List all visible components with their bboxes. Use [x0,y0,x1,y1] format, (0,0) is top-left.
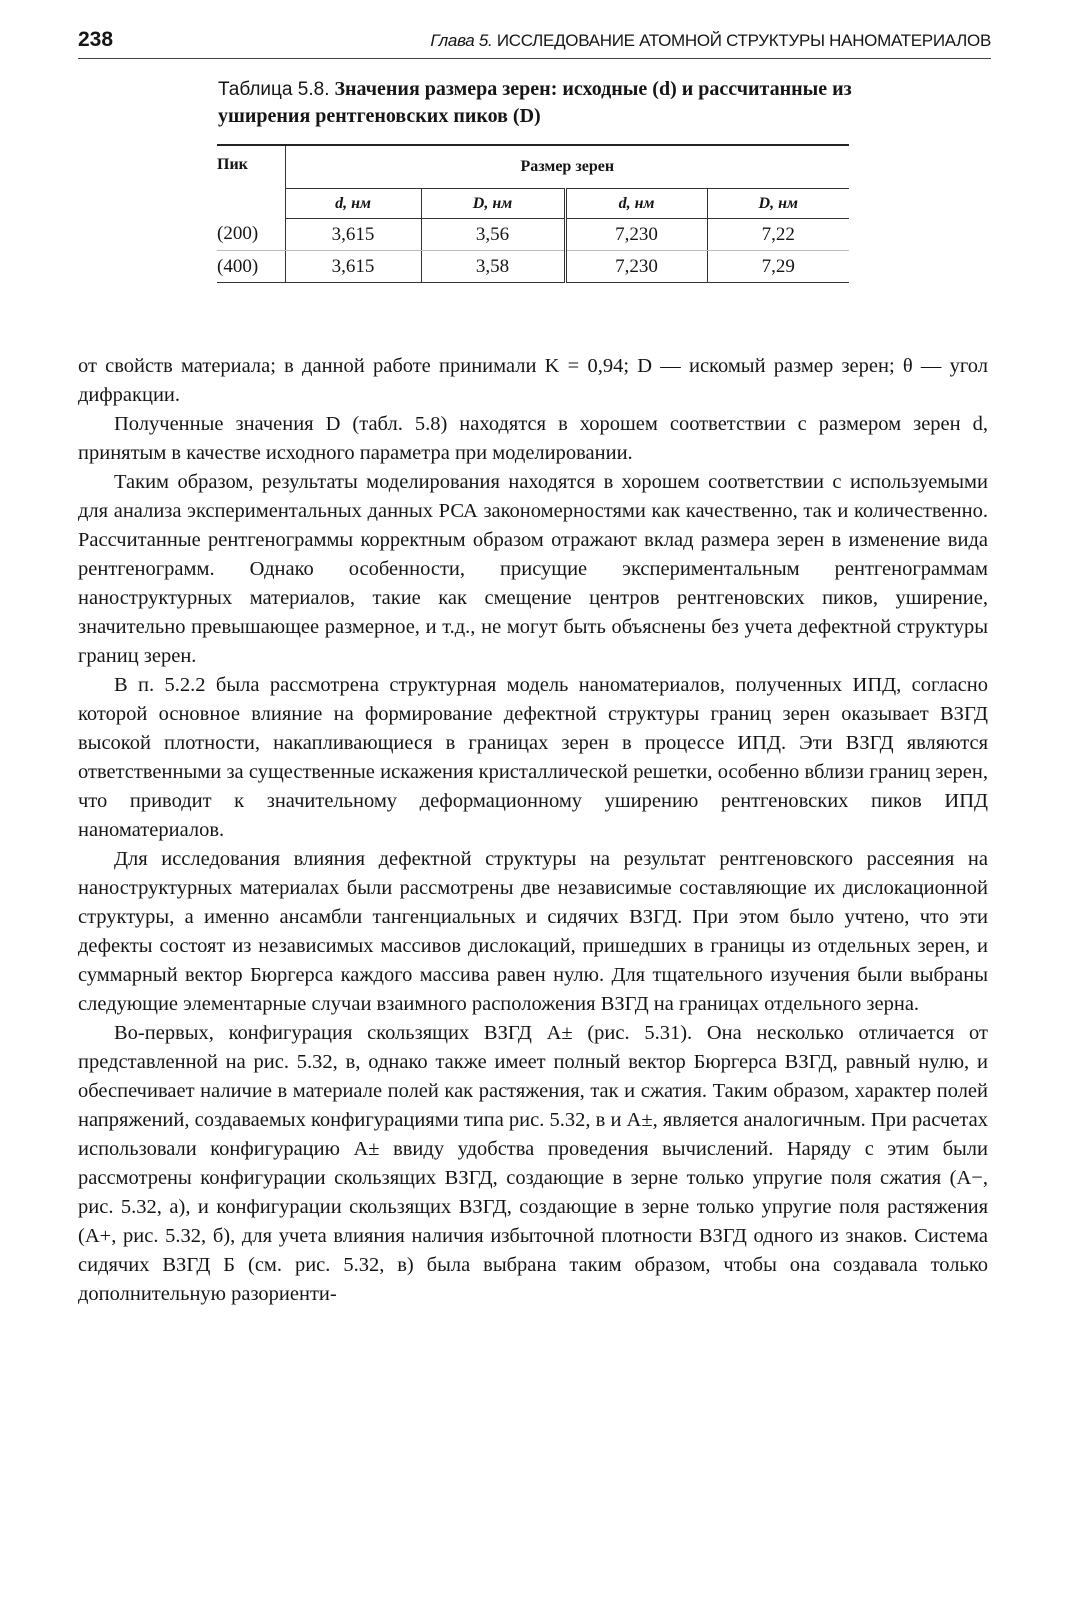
grain-size-table [217,144,849,283]
paragraph: В п. 5.2.2 была рассмотрена структурная модель наноматериалов, полученных ИПД, согласно которой основное влияние на формирование дефектной структуры границ зерен оказывает ВЗГД высокой плотности, накапливающиеся в границах зерен в процессе ИПД. Эти ВЗГД являются ответственными за существенные искажения кристаллической решетки, особенно вблизи границ зерен, что приводит к значительному деформационному уширению рентгеновских пиков ИПД наноматериалов. [78,674,988,841]
table-subheader-row [217,189,849,219]
table-label: Таблица 5.8. [218,79,330,100]
header-grain-size: Размер зерен [285,145,849,189]
table-cell: 3,58 [421,251,565,283]
header-peak: Пик [217,145,285,219]
row-peak: (400) [217,251,285,283]
running-title [430,31,991,51]
page-number: 238 [78,28,114,51]
table-cell: 7,29 [707,251,849,283]
table-cell: 7,230 [565,251,707,283]
chapter-label: Глава 5. [430,31,493,50]
subheader-d-1: d, нм [285,189,421,219]
table-title: Значения размера зерен: исходные (d) и рассчитанные из уширения рентгеновских пиков (D) [218,78,852,127]
table-row [217,251,849,283]
table-cell: 7,22 [707,219,849,251]
table-caption [218,76,858,129]
table-cell: 3,615 [285,219,421,251]
paragraph: от свойств материала; в данной работе принимали K = 0,94; D — искомый размер зерен; θ — угол дифракции. [78,355,988,406]
subheader-D-1: D, нм [421,189,565,219]
row-peak: (200) [217,219,285,251]
table-cell: 3,615 [285,251,421,283]
subheader-D-2: D, нм [707,189,849,219]
paragraph: Для исследования влияния дефектной структуры на результат рентгеновского рассеяния на наноструктурных материалах были рассмотрены две независимые составляющие их дислокационной структуры, а именно ансамбли тангенциальных и сидячих ВЗГД. При этом было учтено, что эти дефекты состоят из независимых массивов дислокаций, пришедших в границы из отдельных зерен, и суммарный вектор Бюргерса каждого массива равен нулю. Для тщательного изучения были выбраны следующие элементарные случаи взаимного расположения ВЗГД на границах отдельного зерна. [78,848,988,1015]
paragraph: Полученные значения D (табл. 5.8) находятся в хорошем соответствии с размером зерен d, принятым в качестве исходного параметра при моделировании. [78,413,988,464]
table-header-row [217,145,849,189]
subheader-d-2: d, нм [565,189,707,219]
chapter-title: ИССЛЕДОВАНИЕ АТОМНОЙ СТРУКТУРЫ НАНОМАТЕРИАЛОВ [496,31,991,50]
table-cell: 3,56 [421,219,565,251]
table-cell: 7,230 [565,219,707,251]
paragraph: Во-первых, конфигурация скользящих ВЗГД A± (рис. 5.31). Она несколько отличается от представленной на рис. 5.32, в, однако также имеет полный вектор Бюргерса ВЗГД, равный нулю, и обеспечивает наличие в материале полей как растяжения, так и сжатия. Таким образом, характер полей напряжений, создаваемых конфигурациями типа рис. 5.32, в и A±, является аналогичным. При расчетах использовали конфигурацию A± ввиду удобства проведения вычислений. Наряду с этим были рассмотрены конфигурации скользящих ВЗГД, создающие в зерне только упругие поля сжатия (A−, рис. 5.32, а), и конфигурации скользящих ВЗГД, создающие в зерне только упругие поля растяжения (A+, рис. 5.32, б), для учета влияния наличия избыточной плотности ВЗГД одного из знаков. Система сидячих ВЗГД Б (см. рис. 5.32, в) была выбрана таким образом, чтобы она создавала только дополнительную разориенти- [78,1022,988,1305]
paragraph: Таким образом, результаты моделирования находятся в хорошем соответствии с используемыми для анализа экспериментальных данных РСА закономерностями как качественно, так и количественно. Рассчитанные рентгенограммы корректным образом отражают вклад размера зерен в изменение вида рентгенограмм. Однако особенности, присущие экспериментальным рентгенограммам наноструктурных материалов, такие как смещение центров рентгеновских пиков, уширение, значительно превышающее размерное, и т.д., не могут быть объяснены без учета дефектной структуры границ зерен. [78,471,988,667]
running-header [78,28,991,59]
table-row [217,219,849,251]
body-text [78,352,988,1309]
